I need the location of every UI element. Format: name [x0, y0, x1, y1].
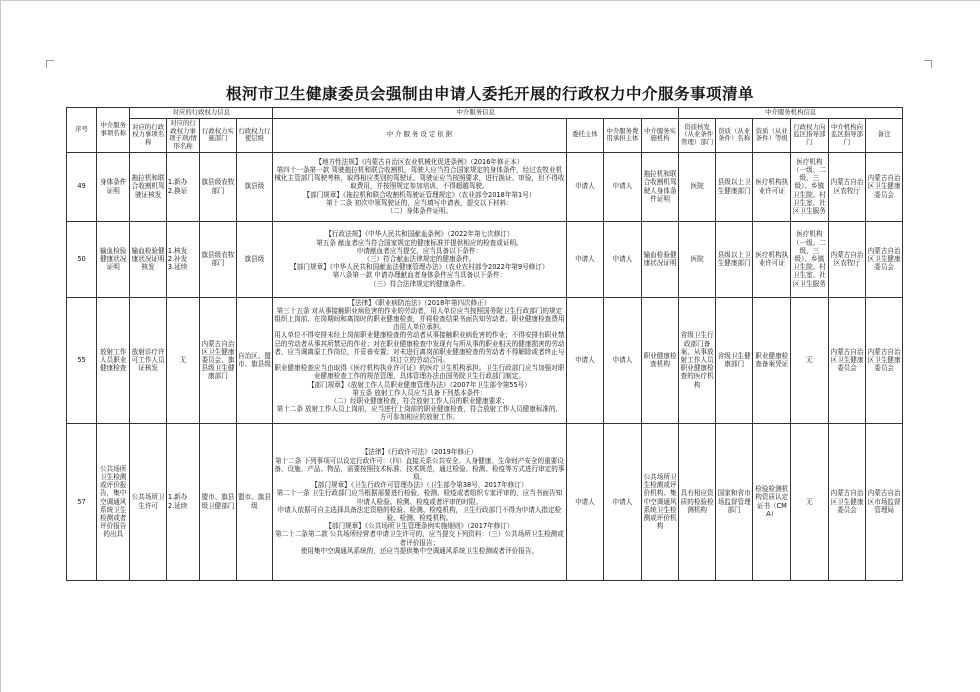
cell-regulator: 内蒙古自治区农牧厅 — [828, 221, 866, 297]
cell-level3: 无 — [791, 423, 829, 580]
cell-power-type: 无 — [166, 297, 199, 423]
cell-basis — [273, 423, 566, 580]
cell-client: 申请人 — [566, 423, 604, 580]
header-power-level: 行政权力行使层级 — [236, 118, 273, 152]
cell-qual-dept: 具有相应资质的检验检测机构 — [679, 423, 716, 580]
cell-qual-grade: 职业健康检查备案凭证 — [753, 297, 791, 423]
cell-service-name: 身体条件证明 — [97, 152, 130, 221]
header-qual-dept: 资质核发（从业条件管理）部门 — [679, 118, 716, 152]
cell-regulator: 内蒙古自治区卫生健康委员会 — [828, 297, 866, 423]
basis-line: 第十二条 放射工作人员上岗前，应当进行上岗前的职业健康检查，符合放射工作人员健康标准的，方可参加相应的放射工作。 — [276, 405, 563, 422]
cell-qual-level: 省级卫生健康部门 — [715, 297, 753, 423]
cell-power-name: 拖拉机和联合收割机驾驶证核发 — [130, 152, 167, 221]
cell-power-level: 自治区、盟市、旗县级 — [236, 297, 273, 423]
basis-line: 第五条 放射工作人员应当具备下列基本条件： — [352, 388, 487, 397]
basis-line: 【部门规章】《拖拉机和联合收割机驾驶证管理规定》（农业部令2018年第1号） — [303, 190, 536, 199]
cell-regulator2: 内蒙古自治区市场监督管理局 — [866, 423, 903, 580]
cell-qual-level: 国家和省市场监督管理部门 — [715, 423, 753, 580]
basis-line: 【法律】《行政许可法》（2019年修正） — [361, 448, 478, 457]
cell-level3: 医疗机构（一级、二级、三级）、乡镇卫生院、村卫生室、社区卫生服务 — [791, 221, 829, 297]
cell-client: 申请人 — [566, 297, 604, 423]
cell-power-name: 公共场所卫生许可 — [130, 423, 167, 580]
basis-line: 第八条第一款 申请办理献血者身体条件应当具备以下条件： — [332, 271, 507, 280]
cell-power-type: 1.新办 2.换证 — [166, 152, 199, 221]
cell-power-type: 1.核发 2.补发 3.延续 — [166, 221, 199, 297]
basis-line: 第五条 献血者应当符合国家规定的健康标准并提供相应的检查或证明。 — [316, 238, 523, 247]
group-service-info: 中介服务信息 — [273, 108, 679, 119]
header-power-name: 对应的行政权力事项名称 — [130, 118, 167, 152]
cell-client: 申请人 — [566, 152, 604, 221]
cell-power-name: 放射诊疗许可工作人员证核发 — [130, 297, 167, 423]
cell-regulator: 内蒙古自治区卫生健康委员会 — [828, 423, 866, 580]
service-list-table — [66, 107, 903, 581]
basis-line: 【部门规章】《中华人民共和国献血法健康管理办法》（农业农村部令2022年第9号修订） — [290, 263, 549, 272]
header-qual-level: 资质（从业条件）名称 — [715, 118, 753, 152]
group-agency-info: 中介服务机构信息 — [679, 108, 903, 119]
basis-line: 第二十二条第二款 公共场所经营者申请卫生许可的，应当提交下列资料：（三）公共场所卫生检测或者评价报告； — [274, 530, 564, 547]
cell-power-dept: 内蒙古自治区卫生健康委员会、旗县级卫生健康部门 — [200, 297, 237, 423]
page-top-edge — [0, 0, 980, 1]
table-body — [67, 152, 903, 580]
header-power-dept: 行政权力实施部门 — [200, 118, 237, 152]
header-regulator2: 中介机构向监区指导部门 — [828, 118, 866, 152]
cell-regulator2: 内蒙古自治区卫生健康委员会 — [866, 221, 903, 297]
cell-power-type: 1.新办 2.延续 — [166, 423, 199, 580]
basis-line: （三）符合献血法律规定的健康条件。 — [363, 254, 476, 263]
cell-regulator2: 内蒙古自治区卫生健康委员会 — [866, 152, 903, 221]
table-row — [67, 297, 903, 423]
basis-line: 申请献血者应当提交，应当具备以下条件： — [356, 246, 483, 255]
cell-basis — [273, 297, 566, 423]
cell-qual-dept: 医院 — [679, 221, 716, 297]
cell-service-name: 公共场所卫生检测或评价报告，集中空调通风系统卫生检测或者评价报告的出具 — [97, 423, 130, 580]
cell-basis — [273, 221, 566, 297]
cell-power-name: 输血检验健康状况证明核发 — [130, 221, 167, 297]
header-agency: 中介服务实施机构 — [641, 118, 679, 152]
cell-power-dept: 盟市、旗县级卫健部门 — [200, 423, 237, 580]
cell-seq: 49 — [67, 152, 97, 221]
header-qual-grade: 资质（从业条件）等级 — [753, 118, 791, 152]
crop-mark — [46, 60, 54, 61]
basis-line: 第四十一条第一款 驾驶拖拉机和联合收割机，驾驶人应当符合国家规定的身体条件，经过农牧业机械化主管部门驾驶考核，取得相应类别的驾驶证。驾驶证应当按照要求，进行换证、审验，但不得收取费用，并按照规定参加培训，不得超越驾驶。 — [274, 166, 565, 191]
cell-qual-grade: 医疗机构执业许可证 — [753, 221, 791, 297]
cell-qual-level: 县级以上卫生健康部门 — [715, 221, 753, 297]
header-regulator: 行政权力向监区指导部门 — [791, 118, 829, 152]
basis-line: 【部门规章】《卫生行政许可管理办法》（卫生部令第38号，2017年修订） — [311, 481, 528, 490]
cell-power-level: 旗县级 — [236, 152, 273, 221]
cell-seq: 50 — [67, 221, 97, 297]
cell-client: 申请人 — [566, 221, 604, 297]
basis-line: 第十二条 下列事项可以设定行政许可：（四）直接关系公共安全、人身健康、生命财产安全的重要设备、设施、产品、物品，需要按照技术标准、技术规范，通过检验、检测、检疫等方式进行审定的事项。 — [274, 456, 565, 481]
group-power-info: 对应的行政权力信息 — [130, 108, 273, 119]
cell-power-level: 盟市、旗县级 — [236, 423, 273, 580]
cell-fee-subject: 申请人 — [604, 423, 642, 580]
cell-seq: 55 — [67, 297, 97, 423]
cell-agency: 输血检验健康状况证明 — [641, 221, 679, 297]
basis-line: 【部门规章】《公共场所卫生管理条例实施细则》（2017年修订） — [325, 522, 514, 531]
cell-service-name: 放射工作人员职业健康检查 — [97, 297, 130, 423]
header-basis: 中 介 服 务 设 定 依 据 — [273, 118, 566, 152]
basis-line: 【法律】《职业病防治法》（2018年第四次修正） — [348, 298, 491, 307]
cell-qual-grade: 医疗机构执业许可证 — [753, 152, 791, 221]
basis-line: 第二十一条 卫生行政部门应当根据需要进行检验、检测、检疫或者组织专家评审的，应当书面告知申请人检验、检测、检疫或者评审的时限。 — [276, 489, 563, 506]
table-row — [67, 221, 903, 297]
basis-line: 第三十五条 对从事接触职业病危害的作业的劳动者，用人单位应当按照国务院卫生行政部门的规定组织上岗前、在岗期间和离岗时的职业健康检查，并将检查结果书面告知劳动者。职业健康检查费用由用人单位承担。 — [274, 306, 565, 332]
cell-agency: 职业健康检查机构 — [641, 297, 679, 423]
cell-level3: 医疗机构（一级、二级、三级）、乡镇卫生院、村卫生室、社区卫生服务 — [791, 152, 829, 221]
cell-regulator: 内蒙古自治区农牧厅 — [828, 152, 866, 221]
basis-line: 第十二条 初次申领驾驶证的，应当填写申请表，提交以下材料： — [326, 198, 513, 207]
cell-regulator2: 内蒙古自治区卫生健康委员会 — [866, 297, 903, 423]
cell-fee-subject: 申请人 — [604, 152, 642, 221]
cell-qual-level: 县级以上卫生健康部门 — [715, 152, 753, 221]
cell-qual-dept: 省级卫生行政部门备案、从事放射工作人员职业健康检查的医疗机构 — [679, 297, 716, 423]
table-row — [67, 152, 903, 221]
cell-level3: 无 — [791, 297, 829, 423]
cell-seq: 57 — [67, 423, 97, 580]
cell-fee-subject: 申请人 — [604, 297, 642, 423]
cell-basis — [273, 152, 566, 221]
header-seq: 序号 — [67, 108, 97, 153]
basis-line: 【部门规章】《放射工作人员职业健康管理办法》（2007年卫生部令第55号） — [307, 380, 531, 389]
header-power-type: 对应的行政权力事项子项/情形名称 — [166, 118, 199, 152]
document-title: 根河市卫生健康委员会强制由申请人委托开展的行政权力中介服务事项清单 — [225, 84, 754, 103]
crop-mark — [46, 60, 47, 68]
header-remark: 备注 — [866, 118, 903, 152]
header-service-name: 中介服务事项名称 — [97, 108, 130, 153]
cell-agency: 公共场所卫生检测或评价机构、集中空调通风系统卫生检测或评价机构 — [641, 423, 679, 580]
cell-power-dept: 旗县级农牧部门 — [200, 152, 237, 221]
basis-line: （二）身体条件证明。 — [386, 207, 453, 216]
basis-line: 使用集中空调通风系统的，还应当提供集中空调通风系统卫生检测或者评价报告。 — [300, 546, 539, 555]
cell-fee-subject: 申请人 — [604, 221, 642, 297]
basis-line: 用人单位不得安排未经上岗前职业健康检查的劳动者从事接触职业病危害的作业；不得安排有职业禁忌的劳动者从事其所禁忌的作业；对在职业健康检查中发现有与所从事的职业相关的健康损害的劳动者，应当调离原工作岗位，并妥善安置；对未进行离岗前职业健康检查的劳动者不得解除或者终止与其订立的劳动合同。 — [274, 331, 565, 365]
basis-line: 职业健康检查应当由取得《医疗机构执业许可证》的医疗卫生机构承担。卫生行政部门应当加强对职业健康检查工作的规范管理，具体管理办法由国务院卫生行政部门制定。 — [274, 364, 565, 381]
table-row — [67, 423, 903, 580]
basis-line: 【行政法规】《中华人民共和国献血条例》（2022年第七次修订） — [325, 230, 514, 239]
crop-mark — [931, 60, 932, 68]
cell-agency: 拖拉机和联合收割机驾驶人身体条件证明 — [641, 152, 679, 221]
cell-qual-dept: 医院 — [679, 152, 716, 221]
cell-power-level: 旗县级 — [236, 221, 273, 297]
cell-service-name: 输血检验健康状况证明 — [97, 221, 130, 297]
cell-power-dept: 旗县级农牧部门 — [200, 221, 237, 297]
header-fee-subject: 中介服务费用承担主体 — [604, 118, 642, 152]
header-client: 委托主体 — [566, 118, 604, 152]
basis-line: （二）经职业健康检查，符合放射工作人员的职业健康要求； — [330, 397, 509, 406]
basis-line: 申请人依据可自主选择具备法定资格的检验、检测、检疫机构，卫生行政部门不得为申请人指定检验、检测、检疫机构。 — [277, 505, 562, 522]
basis-line: 【地方性法规】《内蒙古自治区农业机械化促进条例》（2016年修正本） — [315, 157, 524, 166]
basis-line: （三）符合法律规定的健康条件。 — [369, 279, 469, 288]
cell-qual-grade: 检验检测机构资质认定证书（CMA） — [753, 423, 791, 580]
